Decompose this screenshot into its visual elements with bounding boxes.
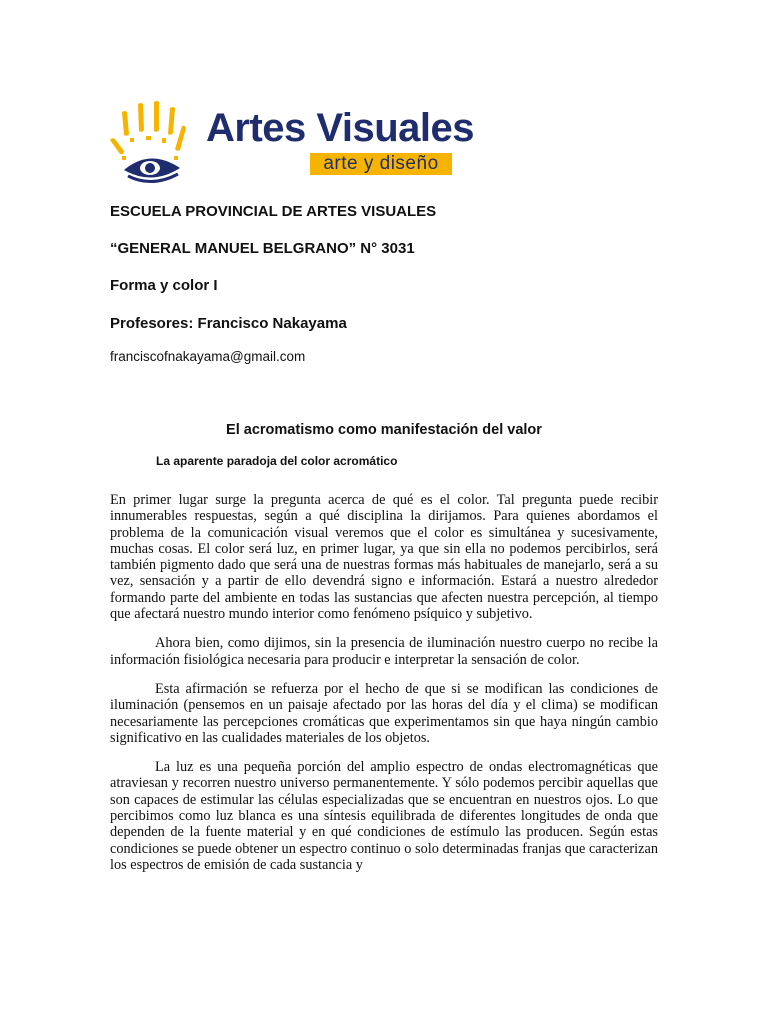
professor-email: franciscofnakayama@gmail.com — [110, 349, 306, 364]
professors-heading: Profesores: Francisco Nakayama — [110, 315, 347, 332]
logo-title: Artes Visuales — [206, 106, 474, 150]
artes-visuales-logo — [108, 96, 474, 188]
course-heading: Forma y color I — [110, 277, 218, 294]
paragraph: En primer lugar surge la pregunta acerca de qué es el color. Tal pregunta puede recibir innumerables respuestas, según a qué disciplina la dirijamos. Para quienes abordamos el problema de la comunicación visual veremos que el color es simultánea y sucesivamente, muchas cosas. El color será luz, en primer lugar, ya que sin ella no podemos percibirlos, será también pigmento dado que será una de nuestras formas más habituales de manejarlo, será a su vez, sensación y a partir de ello devendrá signo e información. Estará a nuestro alrededor formando parte del ambiente en todas las sustancias que afecten nuestra percepción, al tiempo que afectará nuestro mundo interior como fenómeno psíquico y subjetivo. — [110, 492, 658, 623]
document-body — [110, 492, 658, 886]
paragraph: Ahora bien, como dijimos, sin la presencia de iluminación nuestro cuerpo no recibe la información fisiológica necesaria para producir e interpretar la sensación de color. — [110, 635, 658, 668]
school-name-heading: “GENERAL MANUEL BELGRANO” N° 3031 — [110, 240, 415, 257]
document-subtitle: La aparente paradoja del color acromático — [156, 454, 398, 468]
document-title: El acromatismo como manifestación del valor — [226, 422, 542, 438]
logo-subtitle: arte y diseño — [310, 153, 452, 175]
school-heading: ESCUELA PROVINCIAL DE ARTES VISUALES — [110, 203, 437, 220]
paragraph: La luz es una pequeña porción del amplio espectro de ondas electromagnéticas que atraviesan y recorren nuestro universo permanentemente. Y sólo podemos percibir aquellas que son capaces de estimular las células especializadas que se encuentran en nuestros ojos. Lo que percibimos como luz blanca es una síntesis equilibrada de diferentes longitudes de onda que dependen de la fuente material y en qué condiciones de estímulo las producen. Según estas condiciones se puede obtener un espectro continuo o solo determinadas franjas que caracterizan los espectros de emisión de cada sustancia y — [110, 759, 658, 873]
paragraph: Esta afirmación se refuerza por el hecho de que si se modifican las condiciones de iluminación (pensemos en un paisaje afectado por las horas del día y el clima) se modifican necesariamente las percepciones cromáticas que experimentamos sin que haya ningún cambio significativo en las cualidades materiales de los objetos. — [110, 680, 658, 746]
hand-eye-logo-icon — [108, 96, 200, 188]
